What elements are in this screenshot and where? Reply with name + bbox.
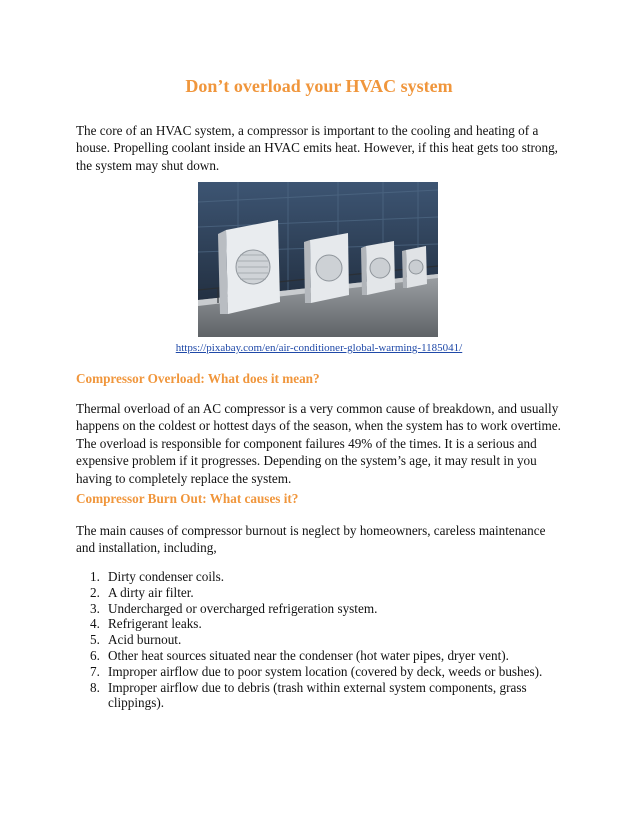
- photo-illustration: [198, 182, 438, 337]
- list-item: [76, 632, 566, 648]
- causes-list: [76, 569, 566, 711]
- list-number: 2.: [90, 584, 100, 600]
- list-item: [76, 569, 566, 585]
- list-item: [76, 648, 566, 664]
- list-item-text: Undercharged or overcharged refrigeration system.: [108, 600, 378, 616]
- burnout-paragraph: The main causes of compressor burnout is neglect by homeowners, careless maintenance and installation, including,: [76, 523, 546, 556]
- ac-unit-4: [402, 246, 427, 288]
- list-item: [76, 616, 566, 632]
- ac-unit-1: [218, 220, 280, 314]
- list-number: 4.: [90, 616, 100, 632]
- air-conditioner-photo: [198, 182, 438, 337]
- section-heading-overload: Compressor Overload: What does it mean?: [76, 371, 320, 386]
- list-number: 1.: [90, 569, 100, 584]
- list-item-text: Other heat sources situated near the condenser (hot water pipes, dryer vent).: [108, 647, 509, 663]
- list-item-text: Acid burnout.: [108, 632, 182, 648]
- list-item-text: Dirty condenser coils.: [108, 569, 225, 584]
- list-item: [76, 664, 566, 680]
- overload-paragraph: Thermal overload of an AC compressor is a very common cause of breakdown, and usually happens on the coldest or hottest days of the season, when the system has to work overtime. The overload is responsible for component failures 49% of the times. It is a serious and expensive problem if it progresses. Depending on the system’s age, it may result in you having to completely replace the system.: [76, 401, 561, 486]
- intro-paragraph: The core of an HVAC system, a compressor is important to the cooling and heating of a house. Propelling coolant inside an HVAC emits heat. However, if this heat gets too strong, the system may shut down.: [76, 123, 558, 173]
- list-number: 7.: [90, 663, 100, 679]
- list-number: 8.: [90, 679, 100, 695]
- list-number: 6.: [90, 647, 100, 663]
- ac-unit-2: [304, 233, 349, 303]
- list-item: [76, 601, 566, 617]
- list-number: 3.: [90, 600, 100, 616]
- list-item-text: Improper airflow due to poor system location (covered by deck, weeds or bushes).: [108, 663, 543, 679]
- list-item: [76, 585, 566, 601]
- list-item-text: Refrigerant leaks.: [108, 616, 202, 632]
- list-item: [76, 680, 566, 712]
- list-item-text: A dirty air filter.: [108, 584, 194, 600]
- page-title: Don’t overload your HVAC system: [185, 76, 453, 96]
- section-heading-burnout: Compressor Burn Out: What causes it?: [76, 491, 299, 506]
- list-number: 5.: [90, 632, 100, 648]
- ac-unit-3: [361, 241, 395, 295]
- list-item-text: Improper airflow due to debris (trash within external system components, grass clippings).: [108, 679, 527, 711]
- image-source-link[interactable]: https://pixabay.com/en/air-conditioner-global-warming-1185041/: [175, 342, 463, 354]
